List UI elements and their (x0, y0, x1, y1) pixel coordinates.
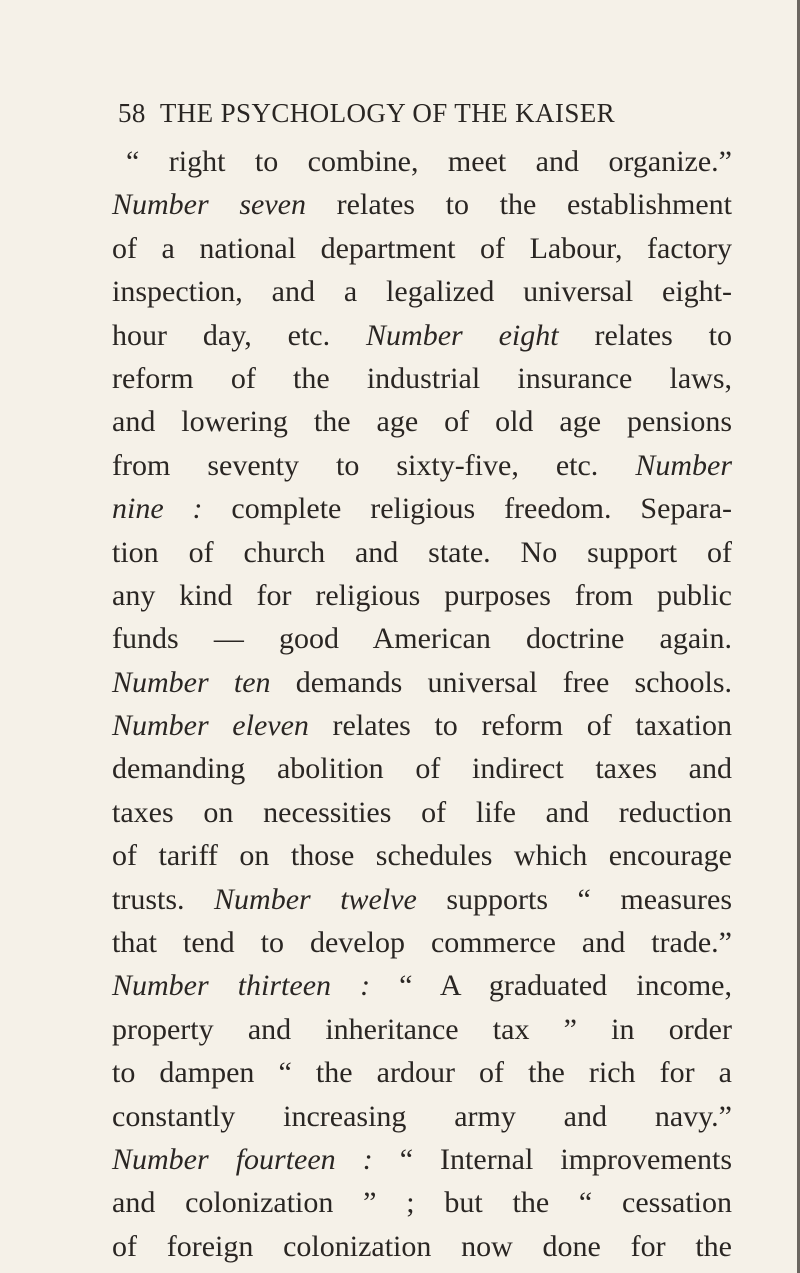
text-line (112, 314, 732, 357)
text-segment: and lowering the age of old age pensions (112, 405, 732, 439)
text-segment: hour day, etc. (112, 318, 367, 352)
text-segment-italic: Number seven (112, 188, 306, 222)
text-line (112, 617, 732, 660)
text-line (112, 487, 732, 530)
text-line (112, 531, 732, 574)
text-line (112, 270, 732, 313)
text-line (112, 400, 732, 443)
running-title: THE PSYCHOLOGY OF THE KAISER (159, 98, 616, 128)
text-segment: taxes on necessities of life and reduction (112, 795, 732, 829)
text-line (112, 227, 732, 270)
text-segment-italic: Number eight (366, 318, 559, 352)
text-line (112, 1008, 732, 1051)
text-line (112, 1225, 732, 1268)
text-line (112, 921, 732, 964)
text-segment: to dampen “ the ardour of the rich for a (112, 1056, 732, 1090)
text-segment: “ Internal improvements (372, 1142, 732, 1176)
text-line (112, 1181, 732, 1224)
text-segment-italic: Number (635, 448, 732, 482)
text-segment: supports “ measures (416, 882, 732, 916)
text-segment: of tariff on those schedules which encourage (112, 839, 732, 873)
text-segment: property and inheritance tax ” in order (112, 1012, 732, 1046)
text-segment-italic: Number thirteen : (112, 969, 371, 1003)
text-line (112, 878, 732, 921)
text-segment: of foreign colonization now done for the (112, 1229, 732, 1263)
text-segment: reform of the industrial insurance laws, (112, 361, 732, 395)
text-segment-italic: Number twelve (214, 882, 417, 916)
text-segment: tion of church and state. No support of (112, 535, 732, 569)
text-line (112, 1095, 732, 1138)
text-segment-italic: Number eleven (112, 709, 309, 743)
text-segment: inspection, and a legalized universal eight- (112, 275, 732, 309)
text-segment: that tend to develop commerce and trade.” (112, 926, 732, 960)
text-segment: constantly increasing army and navy.” (112, 1099, 732, 1133)
text-line (112, 444, 732, 487)
text-segment: and colonization ” ; but the “ cessation (112, 1186, 732, 1220)
page-number: 58 (118, 98, 146, 128)
text-line (112, 1138, 732, 1181)
text-segment: demanding abolition of indirect taxes and (112, 752, 732, 786)
text-segment: “ A graduated income, (370, 969, 732, 1003)
text-line (112, 183, 732, 226)
text-segment: “ right to combine, meet and organize.” (126, 145, 732, 178)
body-text (112, 140, 732, 1268)
text-line (112, 574, 732, 617)
text-line (112, 964, 732, 1007)
text-line (112, 791, 732, 834)
text-line (112, 140, 732, 183)
text-line (112, 357, 732, 400)
text-segment: relates to (558, 318, 733, 352)
text-segment-italic: nine : (112, 492, 203, 526)
text-segment: complete religious freedom. Separa- (202, 492, 732, 526)
running-head (118, 98, 738, 129)
text-segment: any kind for religious purposes from public (112, 578, 732, 612)
text-segment-italic: Number ten (112, 665, 271, 699)
text-line (112, 704, 732, 747)
text-line (112, 834, 732, 877)
text-segment: from seventy to sixty-five, etc. (112, 448, 636, 482)
text-segment: demands universal free schools. (270, 665, 732, 699)
text-segment: of a national department of Labour, factory (112, 231, 732, 265)
text-line (112, 661, 732, 704)
text-segment: relates to reform of taxation (308, 709, 732, 743)
text-segment: relates to the establishment (305, 188, 732, 222)
text-line (112, 747, 732, 790)
text-segment: trusts. (112, 882, 215, 916)
text-line (112, 1051, 732, 1094)
text-segment-italic: Number fourteen : (112, 1142, 373, 1176)
text-segment: funds — good American doctrine again. (112, 622, 732, 656)
